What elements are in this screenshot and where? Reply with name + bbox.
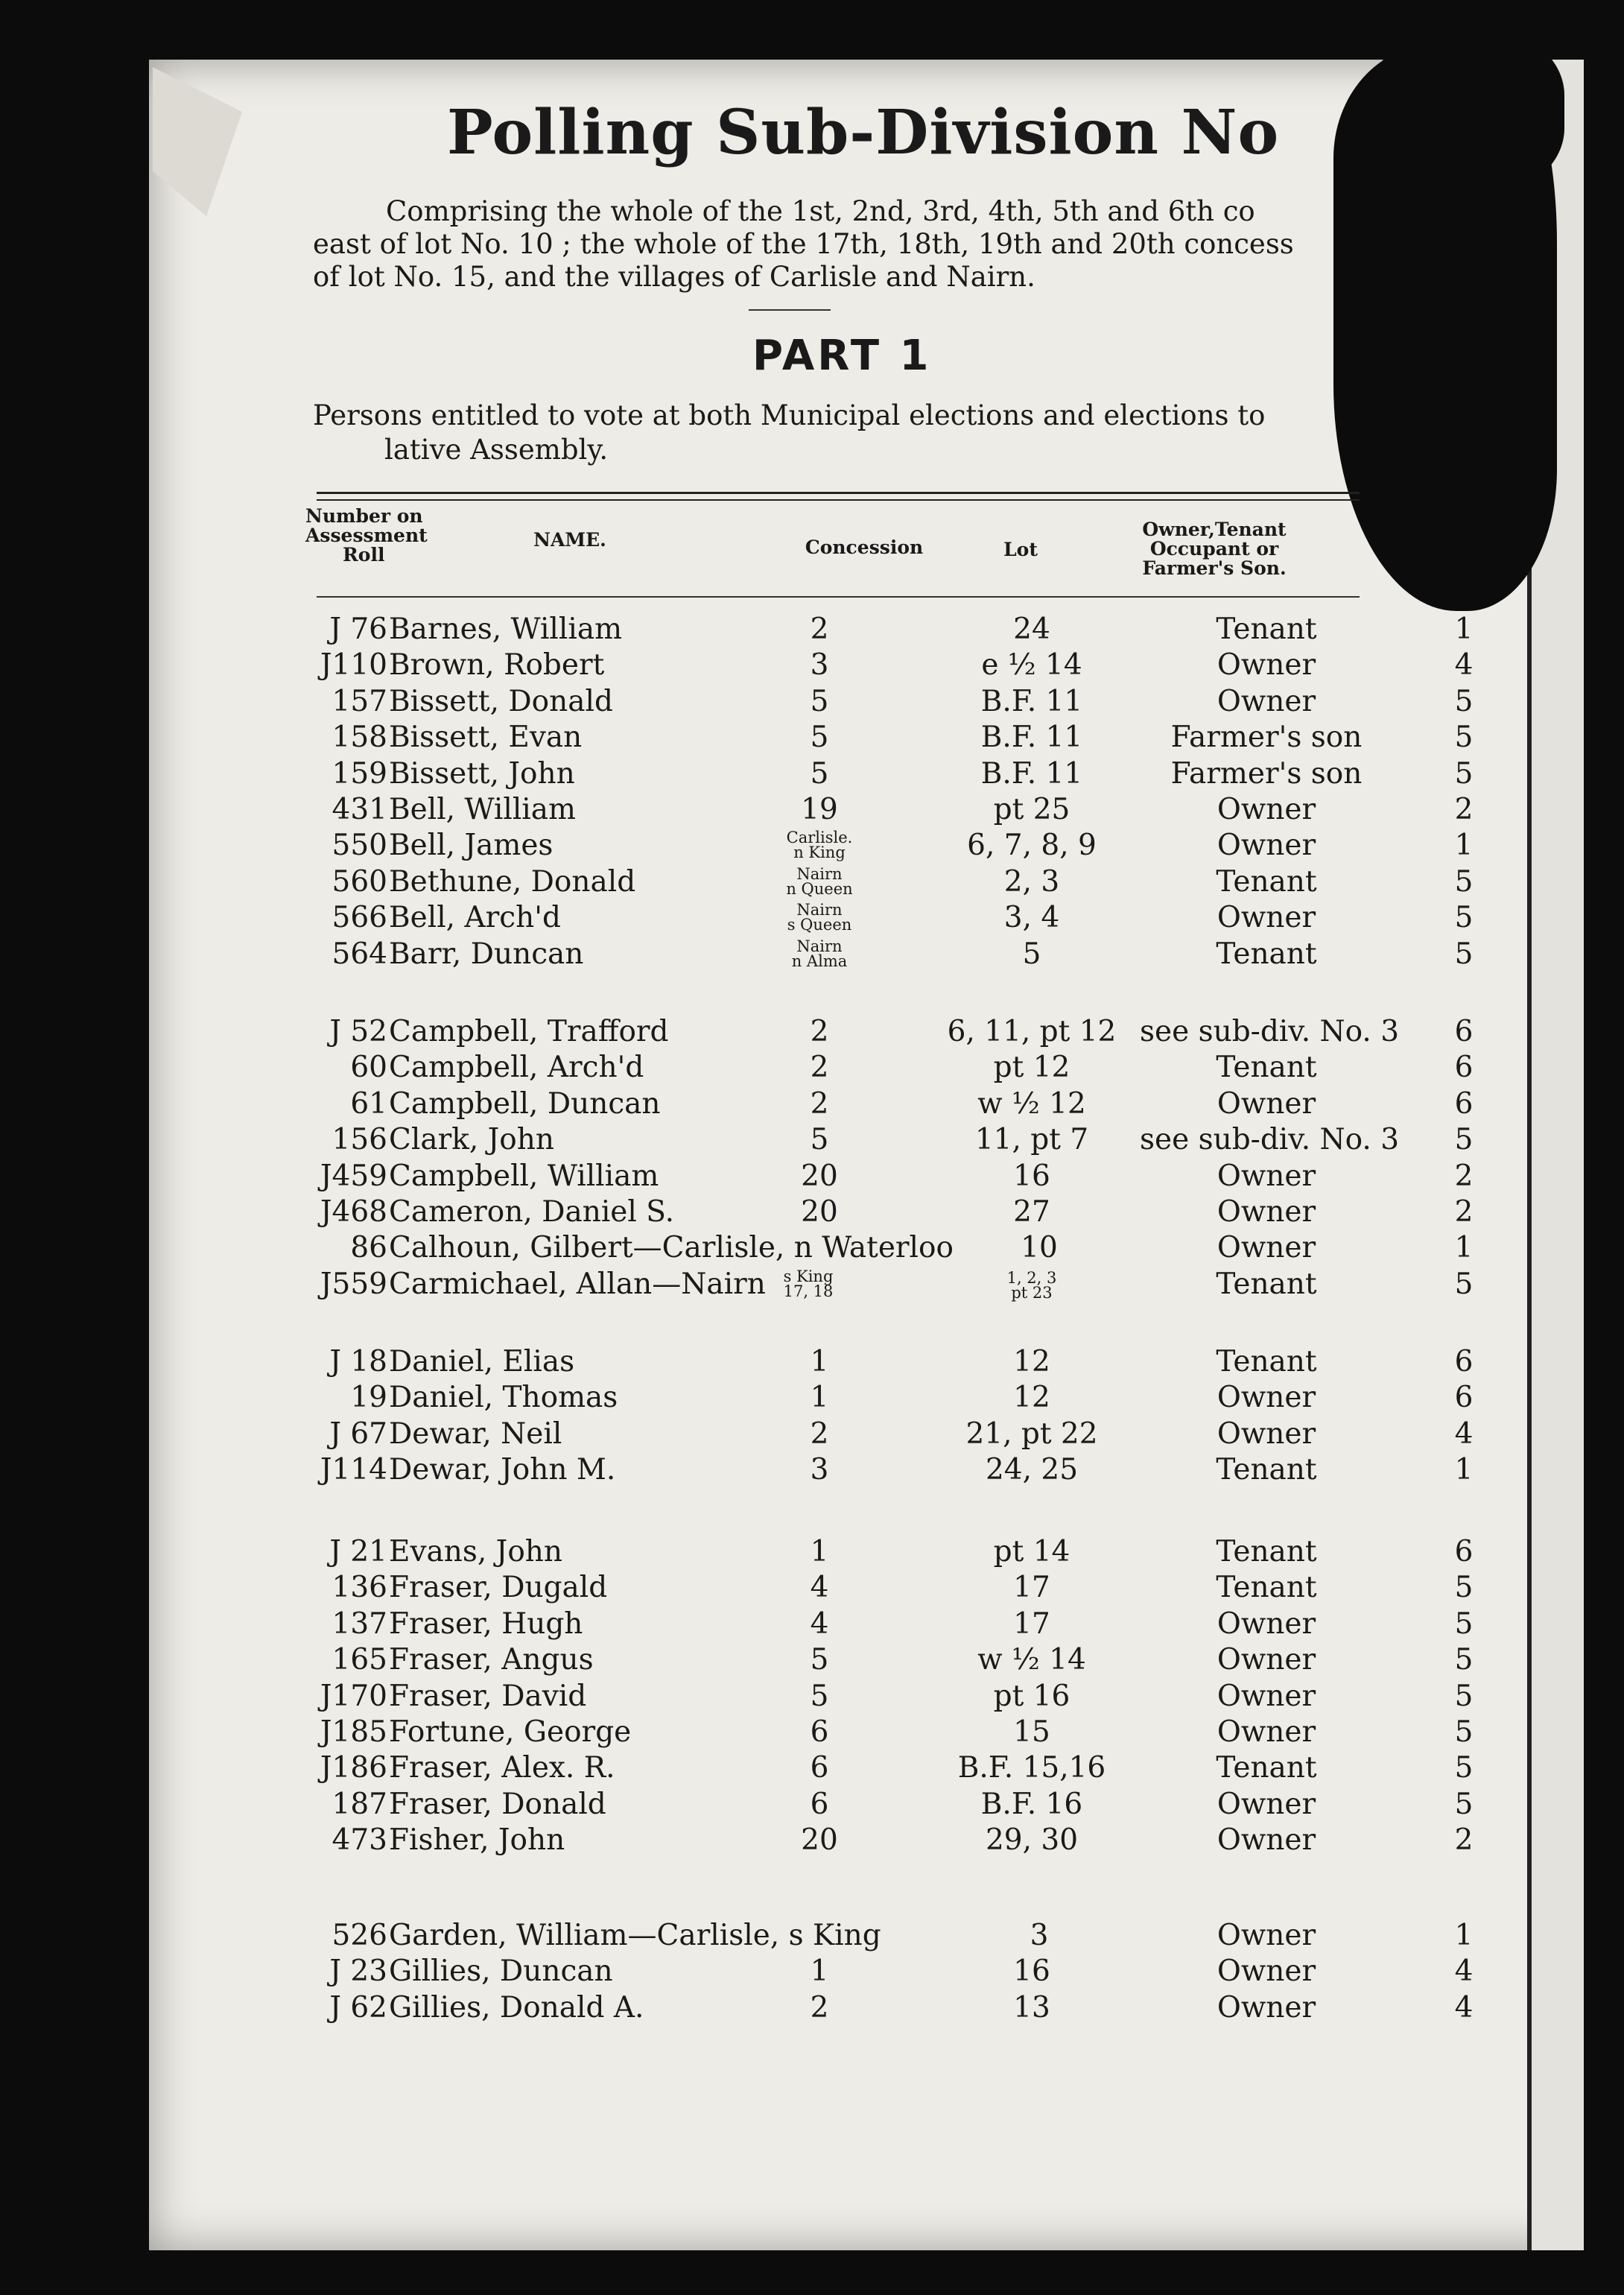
voter-name: Barnes, William <box>389 612 623 646</box>
divider <box>317 492 1360 494</box>
owner-status: Owner <box>1217 1643 1316 1677</box>
concession: 1 <box>810 1535 829 1568</box>
poll-number: 1 <box>1454 1919 1474 1952</box>
voter-row <box>0 1087 1624 1123</box>
header-lot: Lot <box>1003 539 1038 560</box>
divider <box>317 596 1360 598</box>
roll-number: 431 <box>332 793 387 826</box>
concession-note <box>745 830 894 860</box>
roll-number: J186 <box>320 1751 387 1785</box>
concession: 2 <box>810 1416 829 1451</box>
lot-note-line: pt 23 <box>1011 1283 1053 1302</box>
poll-number: 4 <box>1454 1416 1474 1451</box>
voter-name: Bissett, Donald <box>389 684 613 718</box>
concession: 5 <box>810 1643 829 1677</box>
roll-number: J185 <box>320 1715 387 1749</box>
voter-row <box>0 1015 1624 1051</box>
header-line: Owner,Tenant <box>1142 519 1287 540</box>
poll-number: 2 <box>1454 1195 1474 1229</box>
voter-row <box>0 1954 1624 1990</box>
poll-number: 5 <box>1454 937 1474 971</box>
voter-row <box>0 1607 1624 1643</box>
voter-name: Carmichael, Allan—Nairn <box>389 1267 766 1301</box>
lot: pt 25 <box>993 793 1070 826</box>
voter-name: Dewar, John M. <box>389 1453 616 1487</box>
owner-status: Owner <box>1217 1823 1316 1858</box>
owner-status: Owner <box>1217 1159 1316 1193</box>
poll-number: 2 <box>1454 1823 1474 1858</box>
poll-number: 4 <box>1454 1990 1474 2025</box>
lot: pt 14 <box>993 1535 1070 1568</box>
voter-name: Campbell, Arch'd <box>389 1051 644 1085</box>
concession-note <box>767 1269 849 1299</box>
voter-row <box>0 648 1624 684</box>
lot: 6, 7, 8, 9 <box>967 829 1097 863</box>
lot: 16 <box>1013 1159 1050 1193</box>
poll-number: 5 <box>1454 684 1474 718</box>
voter-row <box>0 1535 1624 1571</box>
voter-name: Daniel, Thomas <box>389 1381 618 1415</box>
voter-row <box>0 1643 1624 1679</box>
roll-number: 19 <box>350 1381 387 1415</box>
concession: 5 <box>810 756 829 791</box>
poll-number: 2 <box>1454 793 1474 826</box>
header-owner-status <box>1117 520 1311 578</box>
damaged-area-top <box>1371 30 1564 194</box>
poll-number: 5 <box>1454 864 1474 899</box>
owner-status: Owner <box>1217 1919 1316 1952</box>
roll-number: J459 <box>320 1159 387 1193</box>
poll-number: 1 <box>1454 829 1474 863</box>
owner-status: Owner <box>1217 1954 1316 1989</box>
concession-note-line: n King <box>793 843 846 862</box>
poll-number: 6 <box>1454 1535 1474 1568</box>
roll-number: J 76 <box>329 612 387 646</box>
roll-number: 165 <box>332 1643 387 1677</box>
owner-status: Farmer's son <box>1170 721 1363 755</box>
voter-name: Fraser, Angus <box>389 1643 594 1677</box>
concession: 3 <box>810 648 829 683</box>
voter-row <box>0 1195 1624 1231</box>
lot: B.F. 11 <box>980 756 1083 791</box>
voter-row <box>0 685 1624 721</box>
poll-number: 5 <box>1454 901 1474 935</box>
roll-number: 158 <box>332 721 387 755</box>
voter-name: Calhoun, Gilbert—Carlisle, n Waterloo <box>389 1231 954 1265</box>
voter-name: Bethune, Donald <box>389 864 636 899</box>
voter-name: Daniel, Elias <box>389 1345 575 1378</box>
roll-number: 137 <box>332 1606 387 1641</box>
owner-status: Tenant <box>1216 864 1317 899</box>
lot: 12 <box>1013 1381 1050 1415</box>
lot: e ½ 14 <box>981 648 1082 683</box>
voter-name: Barr, Duncan <box>389 937 584 971</box>
concession: 5 <box>810 721 829 755</box>
concession: 2 <box>810 612 829 646</box>
concession-note-line: Nairn <box>796 937 843 955</box>
voter-row <box>0 1381 1624 1416</box>
concession: 5 <box>810 684 829 718</box>
concession: 3 <box>810 1453 829 1487</box>
roll-number: J 23 <box>329 1954 387 1989</box>
poll-number: 5 <box>1454 1571 1474 1605</box>
owner-status: Owner <box>1217 793 1316 826</box>
concession: 6 <box>810 1751 829 1785</box>
concession-note-line: s King <box>783 1267 834 1285</box>
concession: 20 <box>801 1823 838 1858</box>
lot: 17 <box>1013 1571 1050 1605</box>
voter-row <box>0 1231 1624 1267</box>
roll-number: J 67 <box>329 1416 387 1451</box>
voter-name: Clark, John <box>389 1123 554 1157</box>
concession: 5 <box>810 1679 829 1713</box>
voter-name: Fraser, Alex. R. <box>389 1751 615 1785</box>
owner-status: Tenant <box>1216 1535 1317 1568</box>
roll-number: 157 <box>332 684 387 718</box>
header-line: Farmer's Son. <box>1142 557 1287 579</box>
poll-number: 6 <box>1454 1086 1474 1121</box>
voter-row <box>0 1417 1624 1453</box>
voter-row <box>0 721 1624 756</box>
voter-name: Fraser, Hugh <box>389 1606 583 1641</box>
intro-paragraph <box>313 195 1356 294</box>
roll-number: 60 <box>350 1051 387 1085</box>
voter-name: Evans, John <box>389 1535 563 1568</box>
poll-number: 5 <box>1454 1606 1474 1641</box>
voter-name: Campbell, Trafford <box>389 1015 669 1048</box>
owner-status: Owner <box>1217 829 1316 863</box>
lot: 15 <box>1013 1715 1050 1749</box>
owner-status: Farmer's son <box>1170 756 1363 791</box>
roll-number: J 18 <box>329 1345 387 1378</box>
owner-status: Tenant <box>1216 1267 1317 1301</box>
roll-number: 61 <box>350 1086 387 1121</box>
lot: 11, pt 7 <box>974 1123 1089 1157</box>
persons-paragraph <box>313 399 1356 467</box>
voter-row <box>0 793 1624 829</box>
lot: 3 <box>1030 1919 1049 1952</box>
voter-name: Fraser, Dugald <box>389 1571 608 1605</box>
concession-note-line: n Alma <box>791 952 848 970</box>
voter-row <box>0 1751 1624 1787</box>
voter-row <box>0 1919 1624 1954</box>
roll-number: 473 <box>332 1823 387 1858</box>
owner-status: Owner <box>1217 1381 1316 1415</box>
owner-status: Tenant <box>1216 612 1317 646</box>
owner-status: Tenant <box>1216 1345 1317 1378</box>
roll-number: 560 <box>332 864 387 899</box>
owner-status: Owner <box>1217 1416 1316 1451</box>
lot: 24 <box>1013 612 1050 646</box>
lot: w ½ 14 <box>977 1643 1086 1677</box>
roll-number: 187 <box>332 1787 387 1821</box>
poll-number: 6 <box>1454 1345 1474 1378</box>
poll-number: 5 <box>1454 1751 1474 1785</box>
concession-note-line: s Queen <box>787 916 852 934</box>
voter-row <box>0 1453 1624 1489</box>
lot-note <box>916 1270 1147 1300</box>
intro-line: of lot No. 15, and the villages of Carlisle and Nairn. <box>313 261 1035 293</box>
header-line: Roll <box>343 544 385 566</box>
concession: 2 <box>810 1086 829 1121</box>
roll-number: 86 <box>350 1231 387 1265</box>
voter-row <box>0 1159 1624 1195</box>
lot: B.F. 15,16 <box>957 1751 1106 1785</box>
header-line: Assessment <box>305 525 428 546</box>
owner-status: Owner <box>1217 1086 1316 1121</box>
owner-status: Owner <box>1217 1679 1316 1713</box>
voter-row <box>0 1991 1624 2027</box>
poll-number: 6 <box>1454 1381 1474 1415</box>
poll-number: 5 <box>1454 721 1474 755</box>
owner-status: Owner <box>1217 1195 1316 1229</box>
voter-row <box>0 901 1624 937</box>
lot: 29, 30 <box>985 1823 1079 1858</box>
concession: 19 <box>801 793 838 826</box>
voter-name: Gillies, Donald A. <box>389 1990 644 2025</box>
poll-number: 5 <box>1454 1267 1474 1301</box>
roll-number: J114 <box>320 1453 387 1487</box>
concession-note <box>745 939 894 969</box>
owner-status: Tenant <box>1216 1751 1317 1785</box>
roll-number: 156 <box>332 1123 387 1157</box>
lot: 10 <box>1021 1231 1058 1265</box>
poll-number: 5 <box>1454 756 1474 791</box>
concession: 6 <box>810 1787 829 1821</box>
voter-row <box>0 757 1624 793</box>
owner-status: Tenant <box>1216 937 1317 971</box>
lot-note-line: 1, 2, 3 <box>1006 1268 1057 1287</box>
lot: 3, 4 <box>1003 901 1060 935</box>
concession: 6 <box>810 1715 829 1749</box>
concession-note-line: 17, 18 <box>783 1282 834 1300</box>
lot: 13 <box>1013 1990 1050 2025</box>
voter-name: Gillies, Duncan <box>389 1954 613 1989</box>
voter-name: Cameron, Daniel S. <box>389 1195 674 1229</box>
owner-status: Owner <box>1217 1231 1316 1265</box>
lot: 21, pt 22 <box>965 1416 1098 1451</box>
voter-row <box>0 1267 1624 1303</box>
poll-number: 4 <box>1454 648 1474 683</box>
voter-row <box>0 1345 1624 1381</box>
header-line: Number on <box>305 505 423 527</box>
roll-number: J559 <box>320 1267 387 1301</box>
header-concession: Concession <box>805 536 924 558</box>
header-name: NAME. <box>533 529 606 551</box>
lot: pt 16 <box>993 1679 1070 1713</box>
owner-status: Tenant <box>1216 1453 1317 1487</box>
roll-number: J 21 <box>329 1535 387 1568</box>
voter-row <box>0 1123 1624 1159</box>
owner-status: Tenant <box>1216 1571 1317 1605</box>
poll-number: 2 <box>1454 1159 1474 1193</box>
voter-name: Fraser, David <box>389 1679 587 1713</box>
concession: 1 <box>810 1345 829 1378</box>
lot: 27 <box>1013 1195 1050 1229</box>
concession-note-line: Nairn <box>796 864 843 883</box>
header-line: Occupant or <box>1149 538 1279 560</box>
concession: 2 <box>810 1015 829 1048</box>
poll-number: 5 <box>1454 1715 1474 1749</box>
owner-status: Owner <box>1217 901 1316 935</box>
owner-status: Owner <box>1217 684 1316 718</box>
intro-line: east of lot No. 10 ; the whole of the 17th, 18th, 19th and 20th concess <box>313 228 1294 260</box>
poll-number: 5 <box>1454 1679 1474 1713</box>
voter-name: Campbell, William <box>389 1159 659 1193</box>
owner-status: Owner <box>1217 1990 1316 2025</box>
concession: 2 <box>810 1990 829 2025</box>
divider <box>317 499 1360 501</box>
persons-line: lative Assembly. <box>384 434 609 466</box>
poll-number: 1 <box>1454 612 1474 646</box>
poll-number: 5 <box>1454 1643 1474 1677</box>
owner-status: see sub-div. No. 3 <box>1140 1015 1400 1048</box>
voter-row <box>0 612 1624 648</box>
voter-row <box>0 1680 1624 1715</box>
voter-name: Brown, Robert <box>389 648 605 683</box>
voter-name: Campbell, Duncan <box>389 1086 661 1121</box>
lot: 5 <box>1022 937 1041 971</box>
concession-note <box>745 902 894 932</box>
concession-note-line: Nairn <box>796 901 843 919</box>
concession: 1 <box>810 1954 829 1989</box>
lot: B.F. 16 <box>980 1787 1083 1821</box>
roll-number: 566 <box>332 901 387 935</box>
poll-number: 6 <box>1454 1051 1474 1085</box>
voter-row <box>0 1715 1624 1751</box>
poll-number: 6 <box>1454 1015 1474 1048</box>
owner-status: see sub-div. No. 3 <box>1140 1123 1400 1157</box>
voter-row <box>0 1823 1624 1859</box>
lot: B.F. 11 <box>980 684 1083 718</box>
poll-number: 5 <box>1454 1123 1474 1157</box>
owner-status: Owner <box>1217 1715 1316 1749</box>
concession: 1 <box>810 1381 829 1415</box>
owner-status: Owner <box>1217 1606 1316 1641</box>
concession: 2 <box>810 1051 829 1085</box>
poll-number: 1 <box>1454 1453 1474 1487</box>
page-title: Polling Sub-Division No <box>447 97 1280 168</box>
concession: 20 <box>801 1159 838 1193</box>
lot: 6, 11, pt 12 <box>947 1015 1117 1048</box>
persons-line: Persons entitled to vote at both Municipal elections and elections to <box>313 399 1266 431</box>
voter-row <box>0 1051 1624 1086</box>
roll-number: J 52 <box>329 1015 387 1048</box>
concession-note-line: n Queen <box>786 879 853 898</box>
lot: B.F. 11 <box>980 721 1083 755</box>
roll-number: J110 <box>320 648 387 683</box>
concession: 20 <box>801 1195 838 1229</box>
lot: 17 <box>1013 1606 1050 1641</box>
owner-status: Tenant <box>1216 1051 1317 1085</box>
lot: 2, 3 <box>1003 864 1060 899</box>
lot: 12 <box>1013 1345 1050 1378</box>
voter-name: Bissett, Evan <box>389 721 583 755</box>
voter-row <box>0 829 1624 864</box>
voter-name: Dewar, Neil <box>389 1416 562 1451</box>
roll-number: J170 <box>320 1679 387 1713</box>
voter-name: Bell, William <box>389 793 577 826</box>
concession: 5 <box>810 1123 829 1157</box>
voter-name: Bell, James <box>389 829 554 863</box>
concession-note <box>745 864 894 898</box>
roll-number: J468 <box>320 1195 387 1229</box>
owner-status: Owner <box>1217 1787 1316 1821</box>
voter-row <box>0 937 1624 973</box>
roll-number: 526 <box>332 1919 387 1952</box>
poll-number: 1 <box>1454 1231 1474 1265</box>
roll-number: 159 <box>332 756 387 791</box>
voter-name: Garden, William—Carlisle, s King <box>389 1919 881 1952</box>
voter-name: Fraser, Donald <box>389 1787 606 1821</box>
roll-number: J 62 <box>329 1990 387 2025</box>
poll-number: 5 <box>1454 1787 1474 1821</box>
lot: pt 12 <box>993 1051 1070 1085</box>
lot: w ½ 12 <box>977 1086 1086 1121</box>
voter-name: Bell, Arch'd <box>389 901 561 935</box>
concession: 4 <box>810 1571 829 1605</box>
divider <box>749 309 831 311</box>
owner-status: Owner <box>1217 648 1316 683</box>
intro-line: Comprising the whole of the 1st, 2nd, 3rd, 4th, 5th and 6th co <box>386 195 1255 227</box>
voter-name: Fisher, John <box>389 1823 565 1858</box>
concession-note-line: Carlisle. <box>786 829 853 847</box>
part-heading: PART 1 <box>752 332 932 380</box>
voter-name: Fortune, George <box>389 1715 632 1749</box>
roll-number: 136 <box>332 1571 387 1605</box>
voter-row <box>0 865 1624 901</box>
voter-row <box>0 1788 1624 1823</box>
voter-row <box>0 1571 1624 1606</box>
header-number-on-roll <box>305 507 454 565</box>
roll-number: 564 <box>332 937 387 971</box>
concession: 4 <box>810 1606 829 1641</box>
lot: 24, 25 <box>985 1453 1079 1487</box>
roll-number: 550 <box>332 829 387 863</box>
voter-name: Bissett, John <box>389 756 575 791</box>
lot: 16 <box>1013 1954 1050 1989</box>
poll-number: 4 <box>1454 1954 1474 1989</box>
